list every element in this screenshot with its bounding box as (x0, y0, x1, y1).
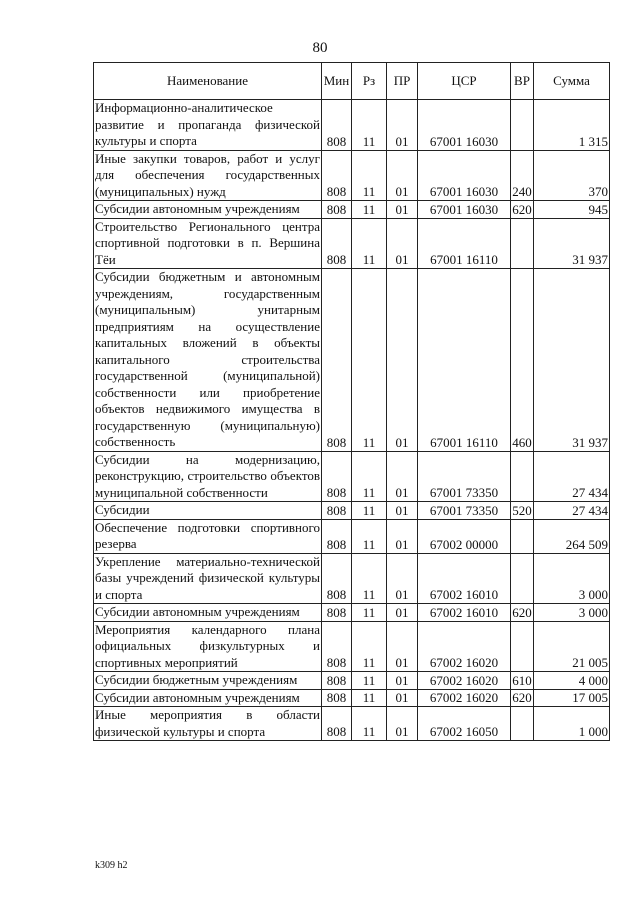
cell-pr: 01 (387, 451, 418, 502)
cell-csr: 67002 16020 (418, 621, 511, 672)
cell-sum: 3 000 (534, 604, 610, 622)
cell-rz: 11 (352, 621, 387, 672)
cell-csr: 67002 00000 (418, 519, 511, 553)
cell-csr: 67001 16030 (418, 150, 511, 201)
cell-csr: 67001 16030 (418, 201, 511, 219)
cell-min: 808 (322, 689, 352, 707)
cell-sum: 4 000 (534, 672, 610, 690)
table-row (94, 519, 610, 553)
table-row (94, 621, 610, 672)
table-row (94, 218, 610, 269)
cell-name: Субсидии на модернизацию, реконструкцию, строительство объектов муниципальной собственности (95, 451, 320, 500)
cell-csr: 67001 16110 (418, 269, 511, 452)
cell-sum: 21 005 (534, 621, 610, 672)
cell-min: 808 (322, 201, 352, 219)
cell-pr: 01 (387, 604, 418, 622)
cell-rz: 11 (352, 604, 387, 622)
cell-name: Информационно-аналитическое развитие и пропаганда физической культуры и спорта (95, 100, 320, 148)
table-row (94, 553, 610, 604)
page-number: 80 (312, 40, 328, 56)
cell-rz: 11 (352, 689, 387, 707)
cell-sum: 27 434 (534, 451, 610, 502)
table-row (94, 502, 610, 520)
budget-table (93, 62, 610, 741)
cell-name: Субсидии автономным учреждениям (94, 604, 322, 622)
header-name: Наименование (94, 63, 322, 100)
cell-rz: 11 (352, 451, 387, 502)
cell-vr (511, 451, 534, 502)
cell-min: 808 (322, 707, 352, 741)
table-row (94, 201, 610, 219)
cell-pr: 01 (387, 502, 418, 520)
cell-vr: 240 (511, 150, 534, 201)
cell-rz: 11 (352, 269, 387, 452)
cell-vr: 520 (512, 502, 532, 518)
cell-csr: 67002 16020 (418, 672, 511, 690)
table-row (94, 269, 610, 452)
footer-code: k309 h2 (95, 860, 128, 871)
cell-min: 808 (322, 100, 352, 151)
cell-min: 808 (322, 553, 352, 604)
cell-vr (511, 707, 534, 741)
cell-pr: 01 (387, 269, 418, 452)
header-pr: ПР (387, 63, 418, 100)
cell-name: Субсидии бюджетным и автономным учреждениям, государственным (муниципальным) унитарным предприятиям на осуществление капитальных вложений в объекты капитального строительства государственной (муниципальной) собственности или приобретение объектов недвижимого имущества в государственную (муниципальную) собственность (95, 269, 320, 449)
cell-sum: 370 (534, 150, 610, 201)
cell-pr: 01 (387, 672, 418, 690)
cell-min: 808 (322, 269, 352, 452)
cell-rz: 11 (352, 553, 387, 604)
cell-name: Строительство Регионального центра спортивной подготовки в п. Вершина Тёи (95, 218, 320, 267)
cell-csr: 67002 16020 (418, 689, 511, 707)
cell-pr: 01 (387, 218, 418, 269)
cell-rz: 11 (352, 218, 387, 269)
table-row (94, 707, 610, 741)
cell-name: Мероприятия календарного плана официальных физкультурных и спортивных мероприятий (95, 621, 320, 670)
cell-vr (511, 100, 534, 151)
header-min: Мин (322, 63, 352, 100)
cell-sum: 17 005 (534, 689, 610, 707)
cell-sum: 31 937 (534, 269, 610, 452)
cell-sum: 264 509 (534, 519, 610, 553)
cell-sum: 27 434 (534, 502, 610, 520)
cell-name: Субсидии автономным учреждениям (94, 201, 322, 219)
table-row (94, 451, 610, 502)
table-header-row (94, 63, 610, 100)
cell-rz: 11 (352, 150, 387, 201)
cell-min: 808 (322, 218, 352, 269)
cell-pr: 01 (387, 201, 418, 219)
cell-rz: 11 (352, 201, 387, 219)
cell-csr: 67001 73350 (418, 451, 511, 502)
cell-sum: 1 315 (534, 100, 610, 151)
cell-vr (511, 519, 534, 553)
cell-name: Субсидии (94, 502, 322, 520)
cell-name: Иные мероприятия в области физической культуры и спорта (95, 707, 320, 739)
cell-pr: 01 (387, 519, 418, 553)
table-row (94, 100, 610, 151)
cell-csr: 67001 16030 (418, 100, 511, 151)
cell-name: Субсидии бюджетным учреждениям (94, 672, 322, 690)
cell-sum: 1 000 (534, 707, 610, 741)
table-body (94, 100, 610, 741)
header-rz: Рз (352, 63, 387, 100)
cell-pr: 01 (387, 689, 418, 707)
table-row (94, 672, 610, 690)
table-row (94, 689, 610, 707)
cell-name: Обеспечение подготовки спортивного резерва (95, 519, 320, 551)
cell-vr (511, 218, 534, 269)
cell-rz: 11 (352, 672, 387, 690)
cell-rz: 11 (352, 519, 387, 553)
cell-name: Субсидии автономным учреждениям (94, 689, 322, 707)
header-vr: ВР (511, 63, 534, 100)
header-sum: Сумма (534, 63, 610, 100)
cell-rz: 11 (352, 502, 387, 520)
cell-csr: 67002 16010 (418, 553, 511, 604)
cell-min: 808 (322, 604, 352, 622)
cell-rz: 11 (352, 707, 387, 741)
cell-min: 808 (322, 150, 352, 201)
cell-sum: 3 000 (534, 553, 610, 604)
header-csr: ЦСР (418, 63, 511, 100)
cell-min: 808 (322, 502, 352, 520)
cell-pr: 01 (387, 621, 418, 672)
cell-min: 808 (322, 621, 352, 672)
cell-min: 808 (322, 519, 352, 553)
cell-min: 808 (322, 672, 352, 690)
cell-pr: 01 (387, 707, 418, 741)
cell-sum: 31 937 (534, 218, 610, 269)
cell-rz: 11 (352, 100, 387, 151)
cell-name: Иные закупки товаров, работ и услуг для обеспечения государственных (муниципальных) нужд (95, 150, 320, 199)
cell-vr: 460 (511, 269, 534, 452)
cell-vr: 620 (512, 604, 532, 620)
cell-csr: 67002 16010 (418, 604, 511, 622)
table-row (94, 150, 610, 201)
cell-sum: 945 (534, 201, 610, 219)
cell-vr: 620 (512, 201, 532, 217)
cell-vr (511, 621, 534, 672)
cell-vr: 620 (512, 690, 532, 705)
cell-min: 808 (322, 451, 352, 502)
cell-pr: 01 (387, 553, 418, 604)
cell-csr: 67001 73350 (418, 502, 511, 520)
cell-csr: 67002 16050 (418, 707, 511, 741)
cell-csr: 67001 16110 (418, 218, 511, 269)
cell-pr: 01 (387, 100, 418, 151)
table-row (94, 604, 610, 622)
cell-name: Укрепление материально-технической базы учреждений физической культуры и спорта (95, 553, 320, 602)
cell-vr (511, 553, 534, 604)
cell-pr: 01 (387, 150, 418, 201)
cell-vr: 610 (512, 672, 532, 688)
